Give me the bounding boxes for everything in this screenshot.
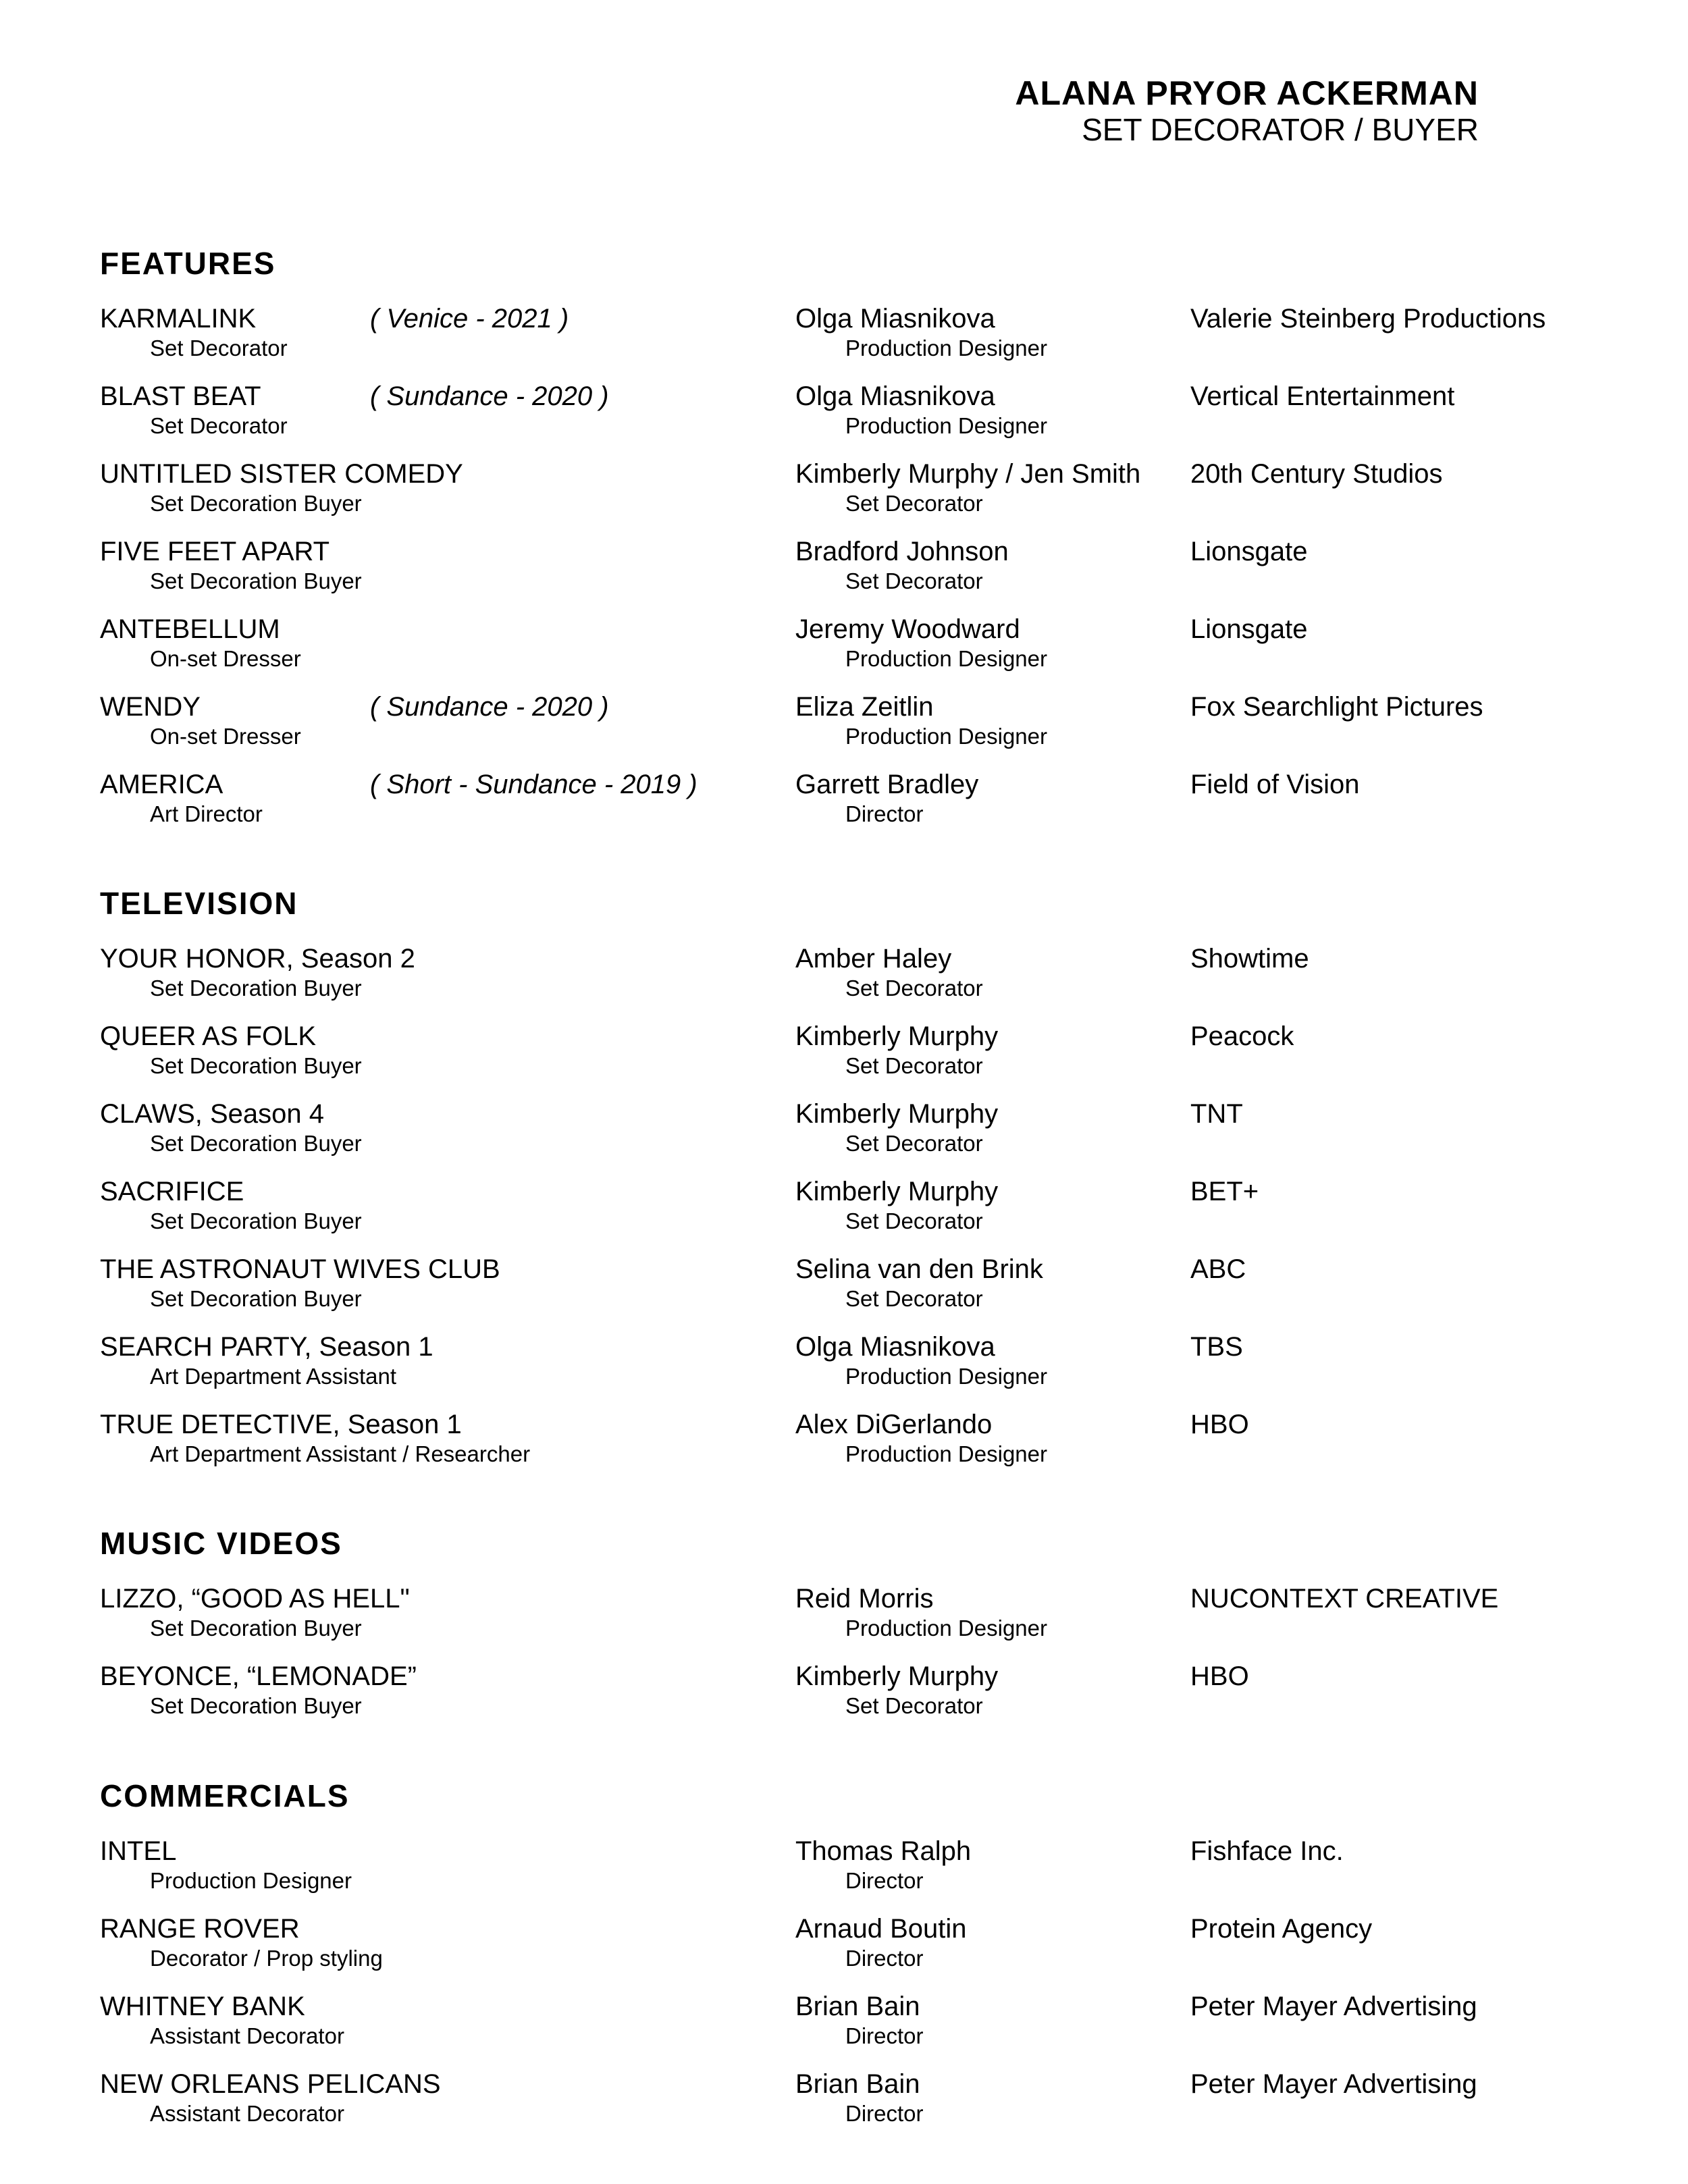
project-role: Assistant Decorator bbox=[150, 2101, 344, 2126]
project-title: WHITNEY BANK bbox=[100, 1992, 305, 2021]
project-cell bbox=[100, 302, 288, 362]
contact-role: Set Decorator bbox=[845, 1693, 983, 1718]
festival-note: ( Venice - 2021 ) bbox=[370, 304, 569, 334]
section-title: MUSIC VIDEOS bbox=[100, 1526, 342, 1561]
contact-name: Kimberly Murphy bbox=[795, 1099, 999, 1129]
contact-cell bbox=[795, 1020, 998, 1080]
contact-name: Arnaud Boutin bbox=[795, 1914, 967, 1944]
credit-entry bbox=[100, 1990, 1606, 2068]
project-title: THE ASTRONAUT WIVES CLUB bbox=[100, 1254, 500, 1284]
contact-role: Director bbox=[845, 2023, 924, 2048]
project-role: Set Decoration Buyer bbox=[150, 1693, 362, 1718]
project-title: BLAST BEAT bbox=[100, 381, 261, 411]
contact-name: Kimberly Murphy / Jen Smith bbox=[795, 459, 1141, 489]
contact-role: Production Designer bbox=[845, 336, 1047, 361]
contact-role: Production Designer bbox=[845, 1616, 1047, 1641]
credit-entry bbox=[100, 1408, 1606, 1486]
credit-entry bbox=[100, 1582, 1606, 1660]
contact-name: Selina van den Brink bbox=[795, 1254, 1043, 1284]
contact-name: Thomas Ralph bbox=[795, 1836, 972, 1866]
company-cell bbox=[1190, 1098, 1243, 1130]
company-cell bbox=[1190, 942, 1309, 975]
company-cell bbox=[1190, 535, 1307, 568]
credit-entry bbox=[100, 458, 1606, 535]
contact-cell bbox=[795, 1835, 971, 1894]
contact-cell bbox=[795, 1913, 967, 1972]
project-cell bbox=[100, 380, 288, 440]
company-name: Lionsgate bbox=[1190, 537, 1308, 566]
company-cell bbox=[1190, 691, 1483, 723]
project-title: WENDY bbox=[100, 692, 201, 722]
festival-note-cell bbox=[370, 691, 609, 723]
project-title: AMERICA bbox=[100, 770, 223, 799]
company-name: Fox Searchlight Pictures bbox=[1190, 692, 1483, 722]
project-cell bbox=[100, 1331, 433, 1390]
contact-cell bbox=[795, 1253, 1043, 1312]
project-role: Decorator / Prop styling bbox=[150, 1946, 383, 1971]
project-title: CLAWS, Season 4 bbox=[100, 1099, 325, 1129]
credit-entry bbox=[100, 613, 1606, 691]
credit-entry bbox=[100, 535, 1606, 613]
credit-entry bbox=[100, 2068, 1606, 2146]
project-role: Set Decoration Buyer bbox=[150, 1053, 362, 1078]
credit-entry bbox=[100, 1913, 1606, 1990]
project-cell bbox=[100, 1175, 362, 1235]
project-cell bbox=[100, 1582, 410, 1642]
contact-name: Eliza Zeitlin bbox=[795, 692, 934, 722]
company-name: Valerie Steinberg Productions bbox=[1190, 304, 1546, 334]
project-title: FIVE FEET APART bbox=[100, 537, 330, 566]
credit-entry bbox=[100, 768, 1606, 846]
project-role: Set Decoration Buyer bbox=[150, 976, 362, 1001]
company-name: BET+ bbox=[1190, 1177, 1259, 1206]
project-title: SEARCH PARTY, Season 1 bbox=[100, 1332, 433, 1362]
contact-role: Production Designer bbox=[845, 724, 1047, 749]
credit-entry bbox=[100, 1331, 1606, 1408]
project-cell bbox=[100, 768, 263, 828]
contact-name: Bradford Johnson bbox=[795, 537, 1009, 566]
project-cell bbox=[100, 1660, 417, 1720]
project-cell bbox=[100, 2068, 441, 2127]
company-cell bbox=[1190, 458, 1443, 490]
festival-note: ( Sundance - 2020 ) bbox=[370, 692, 609, 722]
contact-name: Olga Miasnikova bbox=[795, 381, 995, 411]
contact-role: Set Decorator bbox=[845, 1208, 983, 1233]
project-role: Art Director bbox=[150, 801, 263, 826]
credit-entry bbox=[100, 1175, 1606, 1253]
company-cell bbox=[1190, 613, 1307, 645]
project-cell bbox=[100, 613, 301, 672]
company-name: ABC bbox=[1190, 1254, 1246, 1284]
contact-cell bbox=[795, 1660, 998, 1720]
project-title: QUEER AS FOLK bbox=[100, 1021, 317, 1051]
project-title: ANTEBELLUM bbox=[100, 614, 280, 644]
credit-entry bbox=[100, 302, 1606, 380]
company-cell bbox=[1190, 302, 1546, 335]
contact-cell bbox=[795, 613, 1047, 672]
company-name: TNT bbox=[1190, 1099, 1243, 1129]
contact-cell bbox=[795, 302, 1047, 362]
company-name: HBO bbox=[1190, 1410, 1249, 1439]
contact-name: Jeremy Woodward bbox=[795, 614, 1020, 644]
company-name: 20th Century Studios bbox=[1190, 459, 1443, 489]
project-cell bbox=[100, 535, 362, 595]
company-name: TBS bbox=[1190, 1332, 1243, 1362]
project-role: Set Decoration Buyer bbox=[150, 568, 362, 593]
section bbox=[100, 244, 1606, 846]
contact-role: Director bbox=[845, 801, 924, 826]
project-role: Set Decoration Buyer bbox=[150, 1131, 362, 1156]
company-name: Protein Agency bbox=[1190, 1914, 1373, 1944]
project-title: YOUR HONOR, Season 2 bbox=[100, 944, 415, 974]
project-cell bbox=[100, 1835, 352, 1894]
contact-name: Olga Miasnikova bbox=[795, 304, 995, 334]
contact-role: Production Designer bbox=[845, 646, 1047, 671]
festival-note-cell bbox=[370, 768, 697, 801]
contact-name: Reid Morris bbox=[795, 1584, 934, 1614]
project-cell bbox=[100, 1990, 344, 2050]
contact-role: Set Decorator bbox=[845, 491, 983, 516]
credit-entry bbox=[100, 380, 1606, 458]
project-role: Set Decorator bbox=[150, 413, 288, 438]
contact-cell bbox=[795, 1331, 1047, 1390]
contact-cell bbox=[795, 535, 1009, 595]
project-role: Set Decorator bbox=[150, 336, 288, 361]
project-title: INTEL bbox=[100, 1836, 177, 1866]
contact-cell bbox=[795, 1990, 924, 2050]
job-title: SET DECORATOR / BUYER bbox=[1082, 112, 1479, 147]
section bbox=[100, 1524, 1606, 1738]
project-title: NEW ORLEANS PELICANS bbox=[100, 2069, 441, 2099]
contact-role: Director bbox=[845, 2101, 924, 2126]
contact-role: Set Decorator bbox=[845, 1131, 983, 1156]
project-role: Production Designer bbox=[150, 1868, 352, 1893]
contact-cell bbox=[795, 768, 978, 828]
project-role: Art Department Assistant bbox=[150, 1364, 396, 1389]
company-cell bbox=[1190, 1582, 1498, 1615]
project-title: TRUE DETECTIVE, Season 1 bbox=[100, 1410, 462, 1439]
project-title: LIZZO, “GOOD AS HELL" bbox=[100, 1584, 410, 1614]
contact-cell bbox=[795, 2068, 924, 2127]
project-title: SACRIFICE bbox=[100, 1177, 244, 1206]
project-cell bbox=[100, 1020, 362, 1080]
project-cell bbox=[100, 458, 463, 517]
resume-header bbox=[1015, 74, 1479, 147]
company-name: Peter Mayer Advertising bbox=[1190, 1992, 1477, 2021]
company-cell bbox=[1190, 1253, 1246, 1285]
company-cell bbox=[1190, 1175, 1259, 1208]
company-name: Fishface Inc. bbox=[1190, 1836, 1344, 1866]
company-name: Peter Mayer Advertising bbox=[1190, 2069, 1477, 2099]
contact-name: Alex DiGerlando bbox=[795, 1410, 993, 1439]
contact-name: Amber Haley bbox=[795, 944, 952, 974]
person-name: ALANA PRYOR ACKERMAN bbox=[1015, 74, 1479, 112]
contact-name: Brian Bain bbox=[795, 1992, 920, 2021]
credit-entry bbox=[100, 1098, 1606, 1175]
section bbox=[100, 884, 1606, 1486]
section-title: TELEVISION bbox=[100, 886, 298, 921]
contact-cell bbox=[795, 1098, 998, 1157]
festival-note-cell bbox=[370, 302, 569, 335]
company-name: Vertical Entertainment bbox=[1190, 381, 1455, 411]
company-cell bbox=[1190, 2068, 1477, 2100]
contact-cell bbox=[795, 1408, 1047, 1468]
contact-name: Kimberly Murphy bbox=[795, 1661, 999, 1691]
project-role: Set Decoration Buyer bbox=[150, 1286, 362, 1311]
credit-entry bbox=[100, 691, 1606, 768]
credit-entry bbox=[100, 1020, 1606, 1098]
company-cell bbox=[1190, 1020, 1294, 1053]
credit-entry bbox=[100, 942, 1606, 1020]
project-title: KARMALINK bbox=[100, 304, 257, 334]
project-role: Set Decoration Buyer bbox=[150, 1616, 362, 1641]
contact-name: Brian Bain bbox=[795, 2069, 920, 2099]
project-cell bbox=[100, 942, 415, 1002]
credit-entry bbox=[100, 1660, 1606, 1738]
company-name: Lionsgate bbox=[1190, 614, 1308, 644]
contact-role: Production Designer bbox=[845, 1364, 1047, 1389]
project-role: Set Decoration Buyer bbox=[150, 1208, 362, 1233]
project-role: Set Decoration Buyer bbox=[150, 491, 362, 516]
contact-cell bbox=[795, 1582, 1047, 1642]
contact-role: Set Decorator bbox=[845, 1053, 983, 1078]
contact-role: Set Decorator bbox=[845, 1286, 983, 1311]
contact-role: Set Decorator bbox=[845, 568, 983, 593]
contact-cell bbox=[795, 691, 1047, 750]
festival-note: ( Short - Sundance - 2019 ) bbox=[370, 770, 697, 799]
project-cell bbox=[100, 1098, 362, 1157]
company-name: Peacock bbox=[1190, 1021, 1294, 1051]
contact-cell bbox=[795, 458, 1140, 517]
contact-role: Production Designer bbox=[845, 1441, 1047, 1466]
project-role: On-set Dresser bbox=[150, 646, 301, 671]
company-cell bbox=[1190, 1660, 1249, 1693]
section-title: COMMERCIALS bbox=[100, 1778, 350, 1813]
project-cell bbox=[100, 1408, 530, 1468]
contact-role: Director bbox=[845, 1868, 924, 1893]
company-cell bbox=[1190, 1990, 1477, 2023]
company-name: HBO bbox=[1190, 1661, 1249, 1691]
contact-name: Olga Miasnikova bbox=[795, 1332, 995, 1362]
contact-name: Kimberly Murphy bbox=[795, 1177, 999, 1206]
contact-name: Kimberly Murphy bbox=[795, 1021, 999, 1051]
project-title: UNTITLED SISTER COMEDY bbox=[100, 459, 463, 489]
contact-role: Director bbox=[845, 1946, 924, 1971]
section bbox=[100, 1777, 1606, 2146]
company-cell bbox=[1190, 1835, 1344, 1867]
contact-name: Garrett Bradley bbox=[795, 770, 979, 799]
project-cell bbox=[100, 691, 301, 750]
contact-cell bbox=[795, 942, 983, 1002]
company-cell bbox=[1190, 1408, 1249, 1441]
company-cell bbox=[1190, 1913, 1372, 1945]
company-name: Field of Vision bbox=[1190, 770, 1360, 799]
project-cell bbox=[100, 1253, 500, 1312]
contact-cell bbox=[795, 1175, 998, 1235]
contact-role: Set Decorator bbox=[845, 976, 983, 1001]
company-cell bbox=[1190, 1331, 1243, 1363]
contact-cell bbox=[795, 380, 1047, 440]
credit-entry bbox=[100, 1253, 1606, 1331]
project-role: Art Department Assistant / Researcher bbox=[150, 1441, 531, 1466]
project-cell bbox=[100, 1913, 383, 1972]
company-name: NUCONTEXT CREATIVE bbox=[1190, 1584, 1499, 1614]
project-title: BEYONCE, “LEMONADE” bbox=[100, 1661, 417, 1691]
contact-role: Production Designer bbox=[845, 413, 1047, 438]
project-title: RANGE ROVER bbox=[100, 1914, 300, 1944]
project-role: On-set Dresser bbox=[150, 724, 301, 749]
company-cell bbox=[1190, 768, 1360, 801]
company-name: Showtime bbox=[1190, 944, 1309, 974]
project-role: Assistant Decorator bbox=[150, 2023, 344, 2048]
festival-note-cell bbox=[370, 380, 609, 412]
festival-note: ( Sundance - 2020 ) bbox=[370, 381, 609, 411]
company-cell bbox=[1190, 380, 1454, 412]
section-title: FEATURES bbox=[100, 246, 276, 281]
credit-entry bbox=[100, 1835, 1606, 1913]
